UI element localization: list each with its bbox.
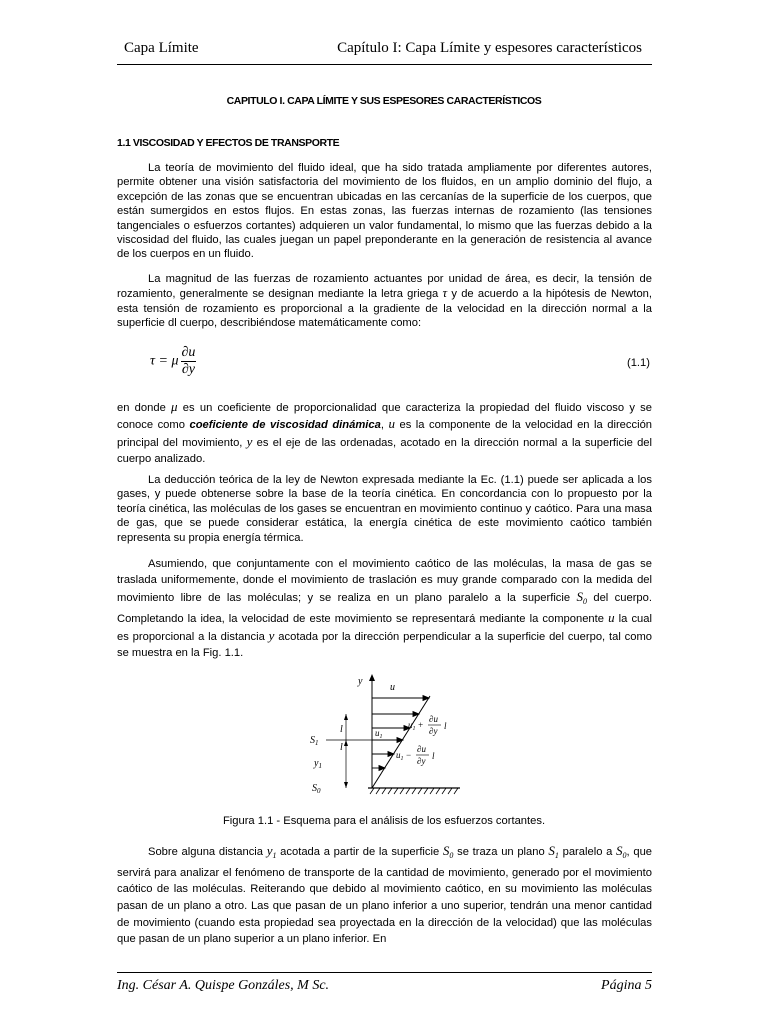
header-rule	[117, 64, 652, 65]
equation-fraction: $\frac{\partial u}{\partial y}$	[181, 345, 196, 377]
figure-caption: Figura 1.1 - Esquema para el análisis de los esfuerzos cortantes.	[222, 815, 546, 827]
footer-page-number: Página 5	[601, 978, 652, 993]
footer-rule	[117, 972, 652, 973]
paragraph-6: Sobre alguna distancia $y_1$ acotada a partir de la superficie $S_0$ se traza un plano $S_1$ paralelo a $S_0$, que servirá para analizar el fenómeno de transporte de la cantidad de movimiento, generado por el movimiento caótico de las moléculas. Reiterando que debido al movimiento caótico, en su movimiento las moléculas pasan de un plano a otro. Las que pasan de un plano inferior a uno superior, tendrán una menor cantidad de movimiento (cuando esta propiedad sea proyectada en la dirección de la velocidad) que las moléculas que pasan de un plano superior a un plano inferior. En	[117, 843, 653, 946]
paragraph-2: La magnitud de las fuerzas de rozamiento actuantes por unidad de área, es decir, la tensión de rozamiento, generalmente se designan mediante la letra griega τ y de acuerdo a la hipótesis de Newton, esta tensión de rozamiento es proporcional a la gradiente de la velocidad en la dirección normal a la superficie dl cuerpo, describiéndose matemáticamente como:	[117, 273, 652, 330]
paragraph-3: en donde μ es un coeficiente de proporcionalidad que caracteriza la propiedad del fluido viscoso y se conoce como coeficiente de viscosidad dinámica, u es la componente de la velocidad en la dirección principal del movimiento, y es el eje de las ordenadas, acotado en la dirección normal a la superficie del cuerpo analizado.	[117, 399, 653, 466]
section-title: 1.1 VISCOSIDAD Y EFECTOS DE TRANSPORTE	[117, 137, 340, 149]
upper-frac-den: ∂y	[429, 726, 438, 736]
s0-label: $S_0$	[312, 783, 321, 795]
footer-author: Ing. César A. Quispe Gonzáles, M Sc.	[117, 978, 330, 993]
shear-stress-diagram	[300, 670, 470, 800]
equation-number: (1.1)	[626, 357, 650, 369]
y-axis-label: y	[358, 676, 363, 687]
paragraph-4: La deducción teórica de la ley de Newton expresada mediante la Ec. (1.1) puede ser aplicada a los gases, y puede obtenerse sobre la base de la teoría cinética. En concordancia con lo propuesto por la teoría cinética, las moléculas de los gases se encuentran en movimiento continuo y caótico. Para una masa de gas, que se puede considerar estática, la energía cinética de este movimiento caótico también representa su propia energía térmica.	[117, 474, 652, 544]
equation-1-1	[150, 345, 196, 378]
lower-frac-den: ∂y	[417, 756, 426, 766]
bold-term: coeficiente de viscosidad dinámica	[189, 419, 381, 432]
chapter-title: CAPITULO I. CAPA LÍMITE Y SUS ESPESORES CARACTERÍSTICOS	[226, 95, 542, 107]
upper-frac-num: ∂u	[429, 714, 438, 724]
y1-label: $y_1$	[314, 758, 322, 770]
paragraph-5: Asumiendo, que conjuntamente con el movimiento caótico de las moléculas, la masa de gas se traslada uniformemente, donde el movimiento de traslación es muy grande comparado con la medida del movimiento libre de las moléculas; y se realiza en un plano paralelo a la superficie $S_0$ del cuerpo. Completando la idea, la velocidad de este movimiento se representará mediante la componente u la cual es proporcional a la distancia y acotada por la dirección perpendicular a la superficie del cuerpo, tal como se muestra en la Fig. 1.1.	[117, 558, 652, 660]
y-axis-arrowhead	[369, 674, 375, 681]
u-label: u	[390, 682, 395, 693]
lower-frac-l: l	[432, 751, 435, 761]
tau-symbol: τ	[442, 285, 448, 301]
surface-hatch	[370, 788, 458, 794]
lower-l-label: l	[340, 742, 343, 753]
s1-label: $S_1$	[310, 735, 319, 747]
paragraph-1: La teoría de movimiento del fluido ideal, que ha sido tratada ampliamente por diferentes autores, permite obtener una visión satisfactoria del movimiento de los fluidos, en un amplio dominio del flujo, a excepción de las zonas que se encuentran ubicadas en las cercanías de la superficie de los cuerpos, que están sumergidos en estos flujos. En estas zonas, las fuerzas internas de rozamiento (las tensiones tangenciales o esfuerzos cortantes) adquieren un valor fundamental, lo mismo que las fuerzas debido a la viscosidad del fluido, las cuales juegan un papel preponderante en la generación de resistencia al avance de los cuerpos en un fluido.	[117, 162, 652, 261]
lower-frac-num: ∂u	[417, 744, 426, 754]
velocity-profile	[372, 696, 430, 788]
upper-frac-l: l	[444, 721, 447, 731]
u1-label: $u_1$	[375, 728, 383, 740]
upper-velocity-expr: $u_1$ +	[408, 720, 424, 732]
equation-lhs: τ = μ	[150, 353, 179, 369]
header-right: Capítulo I: Capa Límite y espesores característicos	[337, 40, 642, 56]
header-left: Capa Límite	[124, 40, 199, 56]
lower-velocity-expr: $u_1$ −	[396, 750, 412, 762]
upper-l-label: l	[340, 724, 343, 735]
